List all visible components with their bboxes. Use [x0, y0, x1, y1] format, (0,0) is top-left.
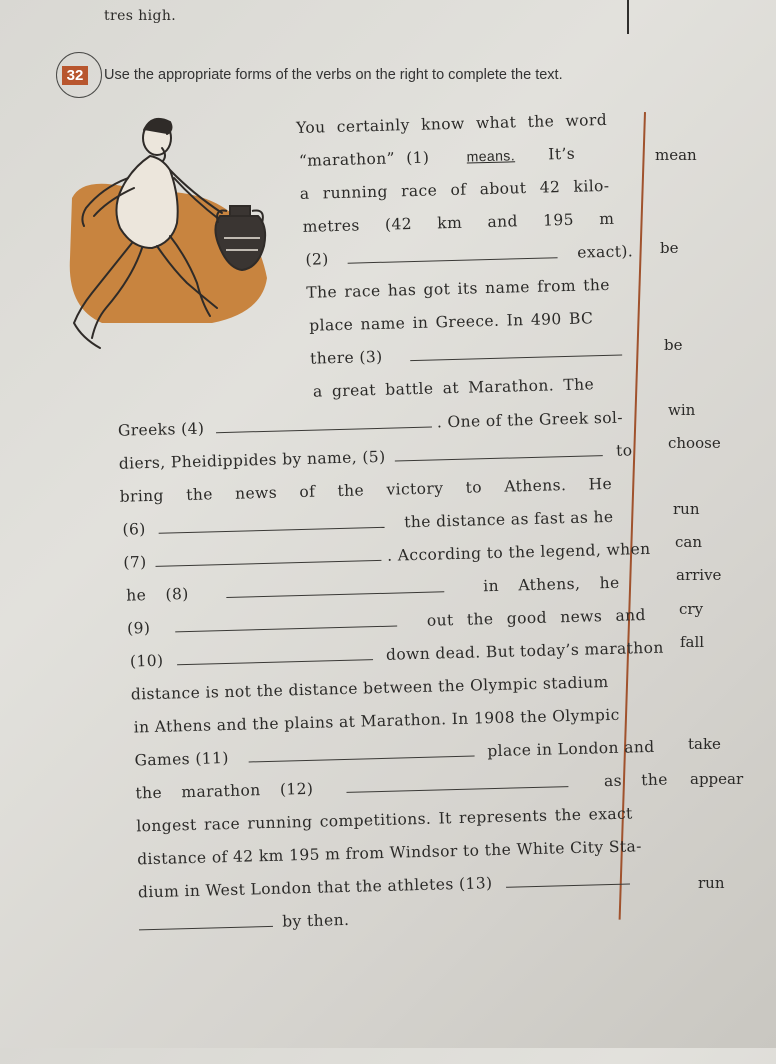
answer-blank-8[interactable] — [226, 579, 444, 598]
verb-5: choose — [668, 434, 721, 452]
blank-label-8: he (8) — [126, 584, 189, 605]
answer-blank-13[interactable] — [506, 872, 630, 888]
answer-blank-9[interactable] — [175, 614, 397, 633]
answer-blank-6[interactable] — [159, 515, 385, 534]
answer-blank-3[interactable] — [410, 343, 622, 362]
text-fragment: the distance as fast as he — [404, 507, 614, 532]
text-line-7: place name in Greece. In 490 BC — [309, 309, 594, 335]
text-line-24 — [138, 871, 630, 902]
answer-blank-11[interactable] — [248, 744, 474, 763]
answer-blank-4[interactable] — [215, 415, 431, 434]
text-line-14 — [123, 540, 651, 572]
blank-label-6: (6) — [122, 520, 146, 539]
verb-7: can — [675, 533, 703, 551]
verb-2: be — [660, 239, 679, 257]
text-line-2 — [299, 145, 576, 170]
text-line-23: distance of 42 km 195 m from Windsor to the White City Sta- — [136, 837, 643, 869]
text-fragment: It’s — [548, 144, 576, 164]
answer-blank-10[interactable] — [177, 647, 373, 665]
text-line-25 — [139, 911, 350, 935]
text-line-11 — [119, 441, 633, 472]
text-fragment: “marathon” (1) — [298, 148, 430, 170]
blank-label-2: (2) — [305, 250, 329, 269]
text-line-12: bring the news of the victory to Athens. He — [119, 474, 613, 506]
text-line-3: a running race of about 42 kilo- — [299, 176, 610, 203]
verb-9: cry — [679, 600, 704, 618]
blank-label-10: (10) — [129, 651, 164, 671]
text-line-13 — [122, 508, 613, 539]
verb-12: appear — [690, 770, 744, 788]
blank-label-11: Games (11) — [134, 748, 229, 770]
text-line-8 — [310, 342, 622, 368]
text-fragment: to — [615, 441, 633, 460]
verb-13: run — [698, 874, 725, 892]
text-line-9: a great battle at Marathon. The — [312, 375, 595, 401]
blank-label-3: there (3) — [309, 347, 383, 368]
blank-label-4: Greeks (4) — [117, 419, 205, 440]
text-line-19: in Athens and the plains at Marathon. In 1908 the Olympic — [133, 705, 620, 737]
verb-6: run — [673, 500, 700, 518]
answer-blank-7[interactable] — [156, 548, 382, 567]
answer-blank-2[interactable] — [348, 245, 558, 263]
answer-blank-5[interactable] — [395, 443, 603, 461]
text-line-21 — [135, 771, 668, 803]
blank-label-9: (9) — [126, 618, 151, 638]
exercise-number: 32 — [62, 66, 88, 85]
exercise-instruction: Use the appropriate forms of the verbs on the right to complete the text. — [104, 67, 563, 83]
text-line-4: metres (42 km and 195 m — [302, 209, 615, 236]
text-line-18: distance is not the distance between the Olympic stadium — [130, 673, 609, 704]
text-line-6: The race has got its name from the — [306, 275, 611, 302]
text-line-22: longest race running competitions. It represents the exact — [136, 804, 633, 836]
text-fragment: as the — [603, 770, 669, 791]
text-fragment: exact). — [577, 242, 634, 262]
text-fragment: by then. — [281, 910, 350, 931]
verb-3: be — [664, 336, 683, 354]
text-line-15 — [126, 574, 620, 605]
verb-4: win — [668, 401, 696, 419]
text-line-1: You certainly know what the word — [295, 110, 608, 138]
text-line-16 — [127, 606, 646, 638]
verb-1: mean — [655, 146, 697, 164]
blank-label-7: (7) — [123, 553, 147, 572]
verb-10: fall — [680, 633, 705, 651]
blank-label-13: dium in West London that the athletes (13) — [137, 874, 493, 902]
blank-label-12: the marathon (12) — [135, 779, 314, 803]
answer-1: means. — [466, 147, 516, 165]
text-fragment: place in London and — [487, 737, 655, 761]
answer-blank-13-continued[interactable] — [139, 914, 273, 931]
text-line-20 — [134, 738, 654, 770]
text-line-5 — [305, 242, 633, 269]
answer-blank-12[interactable] — [346, 774, 568, 793]
text-fragment: down dead. But today’s marathon — [385, 638, 665, 664]
blank-label-5: diers, Pheidippides by name, (5) — [118, 447, 386, 473]
verb-8: arrive — [676, 566, 722, 584]
text-fragment: in Athens, he — [483, 573, 620, 596]
text-fragment: . One of the Greek sol- — [436, 408, 624, 432]
previous-exercise-text: tres high. — [104, 8, 177, 24]
text-fragment: . According to the legend, when — [386, 539, 651, 565]
text-fragment: out the good news and — [426, 606, 647, 630]
verb-11: take — [688, 735, 721, 753]
text-line-10 — [118, 409, 623, 440]
text-line-17 — [130, 639, 664, 671]
